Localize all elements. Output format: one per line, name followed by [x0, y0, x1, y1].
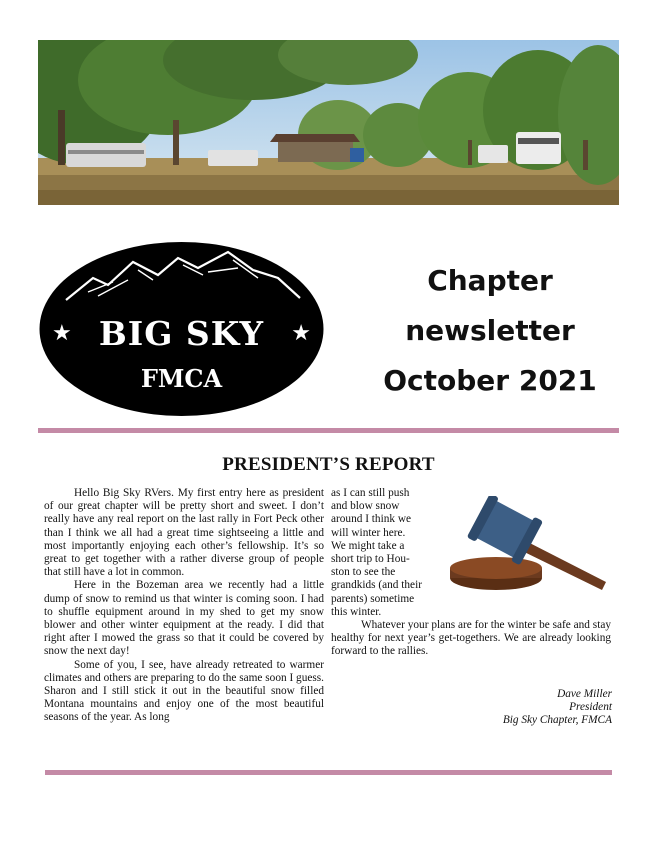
big-sky-fmca-logo	[38, 240, 325, 418]
logo-sub: FMCA	[140, 364, 223, 393]
narrow-text-block	[331, 487, 435, 619]
logo-name: BIG SKY	[98, 314, 265, 353]
text-line: We might take a	[331, 539, 405, 552]
text-line: as I can still push	[331, 487, 410, 499]
text-line: will winter here.	[331, 526, 406, 539]
headline-line: Chapter	[427, 264, 553, 297]
text-line: this winter.	[331, 605, 382, 618]
text-line: around I think we	[331, 513, 411, 526]
report-column-1	[44, 487, 324, 725]
gavel-icon	[444, 496, 612, 596]
section-title: PRESIDENT’S REPORT	[222, 454, 435, 475]
logo-star-right-icon: ★	[291, 321, 311, 346]
text-line: short trip to Hou-	[331, 553, 410, 566]
newsletter-headline	[340, 256, 640, 406]
paragraph: Here in the Bozeman area we recently had a little dump of snow to remind us that winter is coming soon. I had to shuffle equipment around in my shed to get my snow blower and other winter equipment at the ready. I did that right after I mowed the grass so that it could be covered by snow the next day!	[44, 579, 324, 658]
text-line: and blow snow	[331, 500, 400, 513]
text-line: grandkids (and their	[331, 579, 422, 592]
headline-line: newsletter	[405, 314, 575, 347]
signature-name: Dave Miller	[557, 688, 612, 700]
signature-block	[503, 688, 612, 728]
headline-line: October 2021	[383, 364, 597, 397]
campground-banner-photo	[38, 40, 619, 205]
signature-org: Big Sky Chapter, FMCA	[502, 714, 612, 727]
signature-role: President	[569, 701, 612, 714]
text-line: ston to see the	[331, 566, 396, 579]
logo-star-left-icon: ★	[52, 321, 72, 346]
paragraph: Whatever your plans are for the winter be safe and stay healthy for next year’s get-togethers. We are already looking forward to the rallies.	[331, 619, 611, 658]
text-line: parents) sometime	[331, 592, 415, 605]
divider-bottom	[45, 770, 612, 775]
paragraph: Hello Big Sky RVers. My first entry here as president of our great chapter will be pretty short and sweet. I don’t really have any real report on the last rally in Fort Peck other than I think we all had a great time sightseeing a little and most importantly enjoying each other’s fellowship. It’s so great to get together with a rather diverse group of people that still have a lot in common.	[44, 487, 324, 579]
divider-top	[38, 428, 619, 433]
paragraph: Some of you, I see, have already retreated to warmer climates and others are preparing to do the same soon I guess. Sharon and I still stick it out in the beautiful snow filled Montana mountains and enjoy one of the most beautiful seasons of the year. As long	[44, 658, 324, 724]
